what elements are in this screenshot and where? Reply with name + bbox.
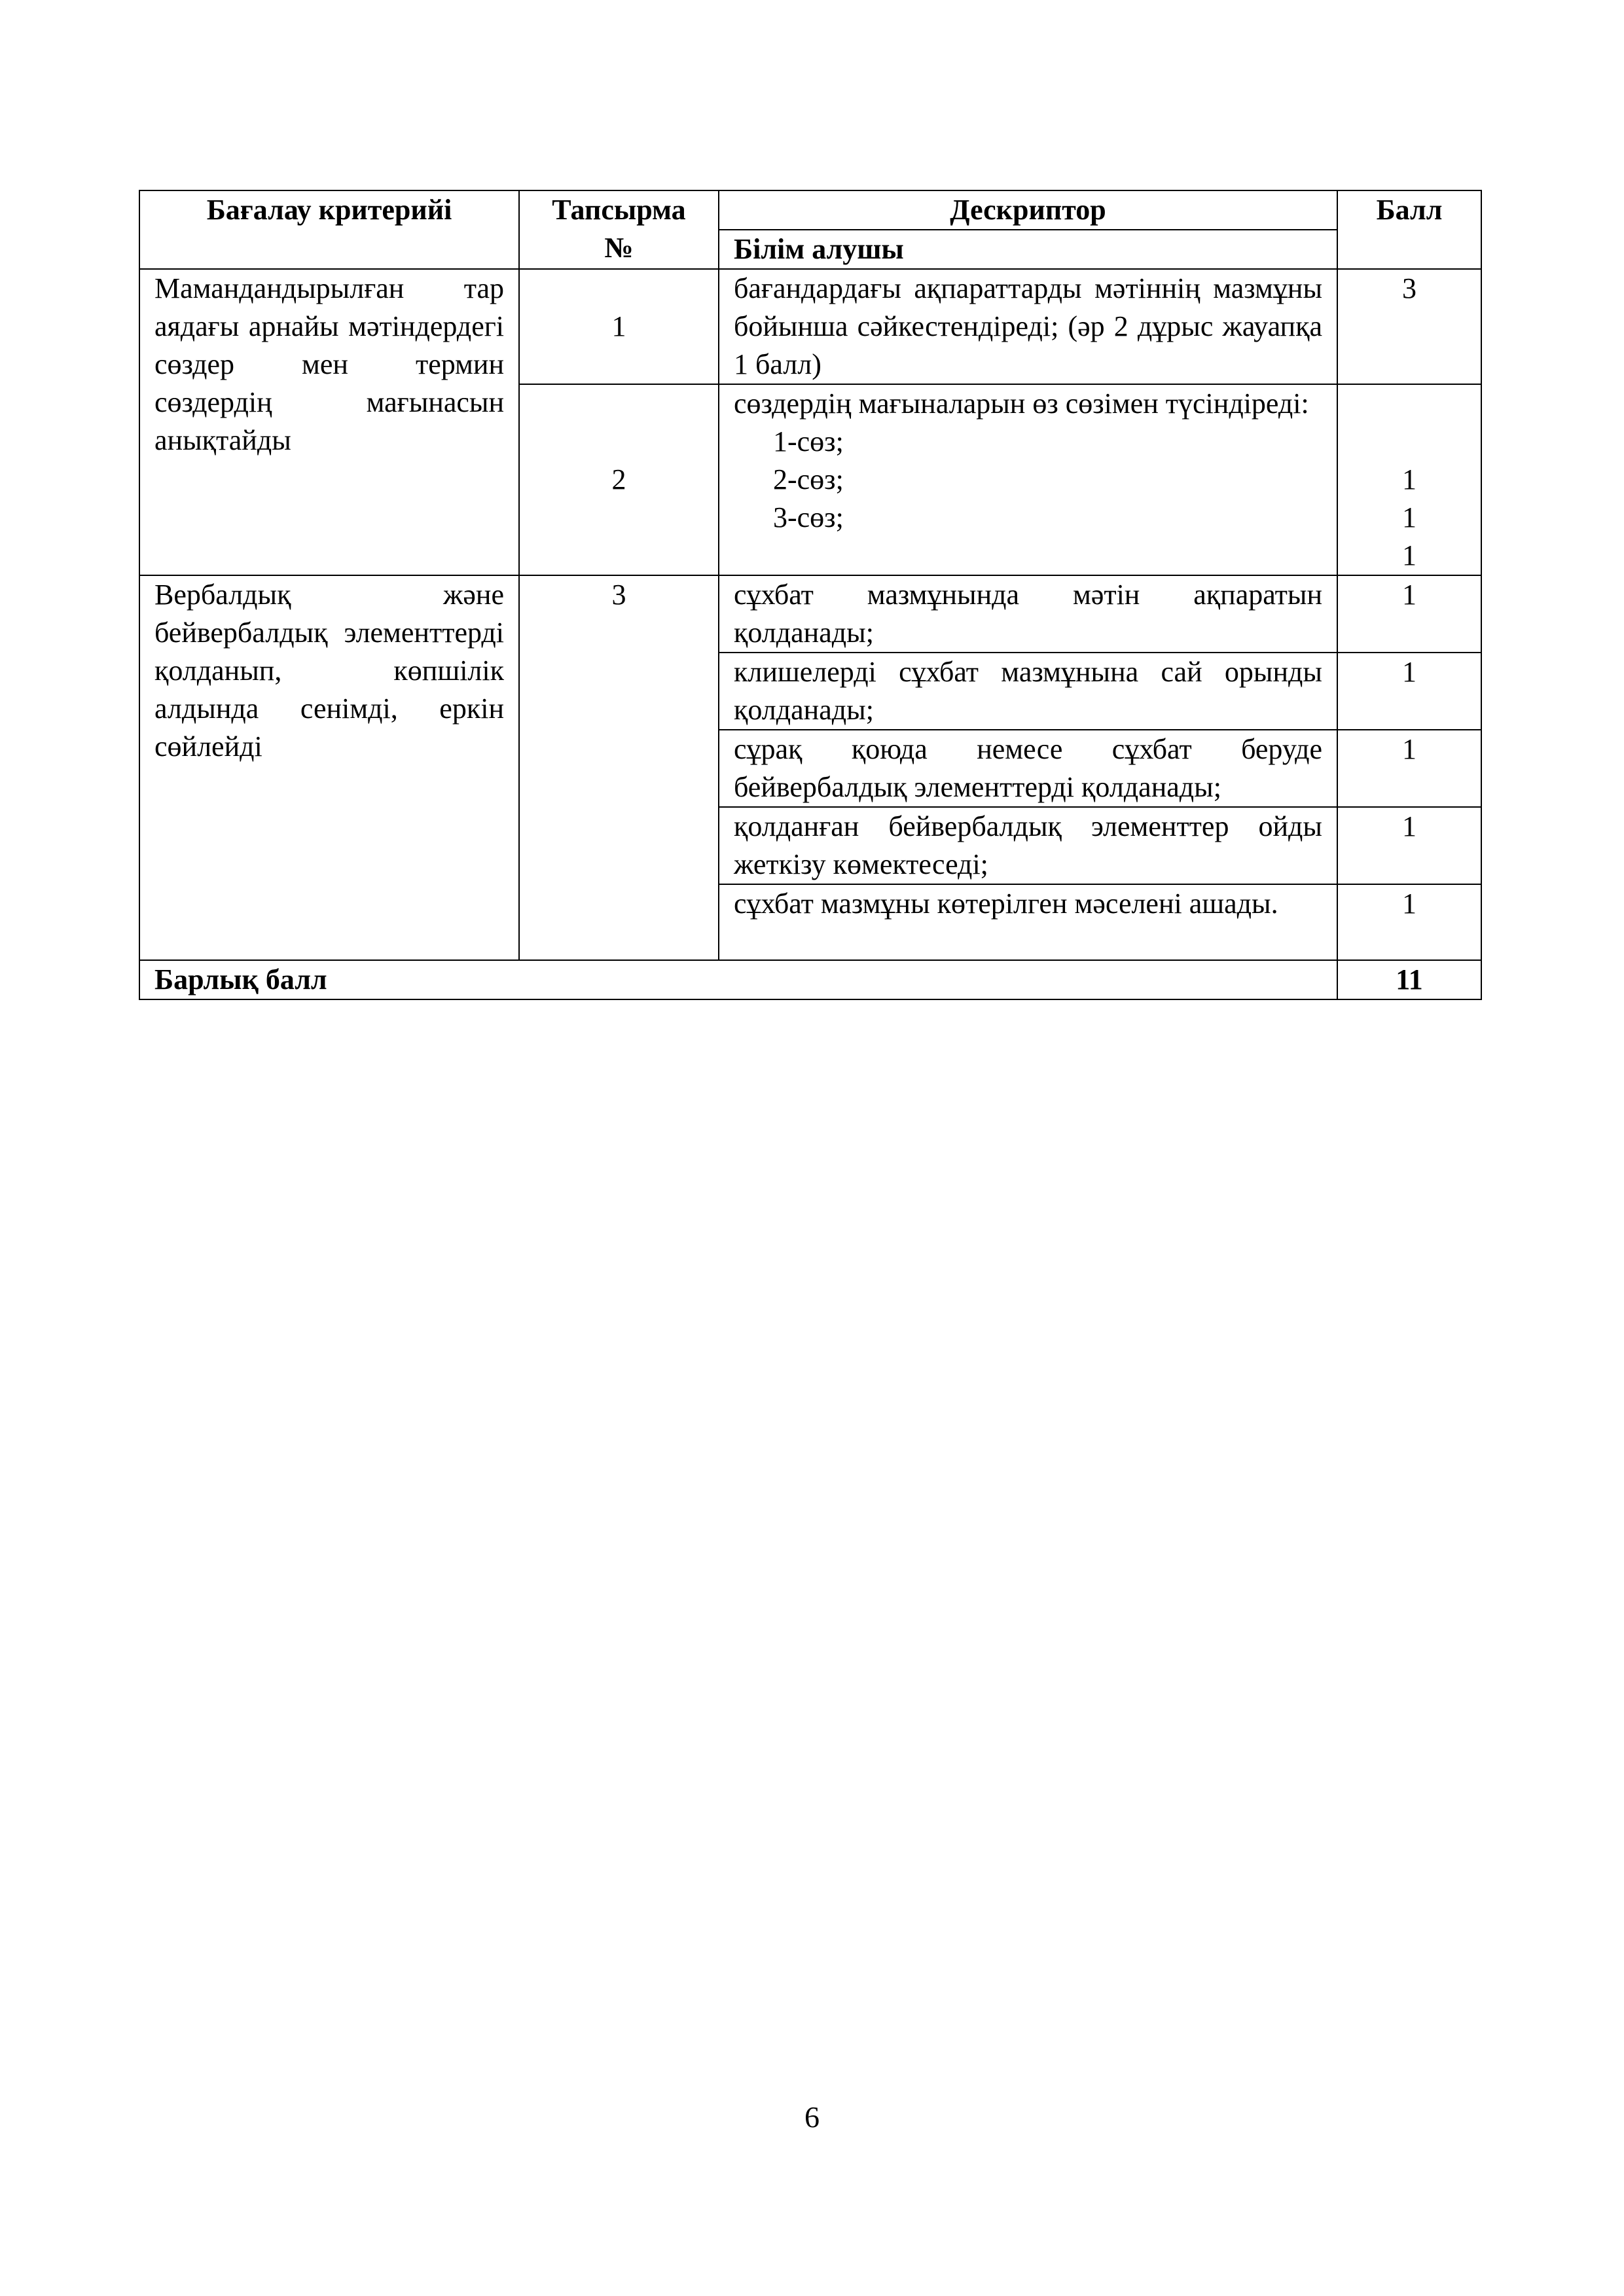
header-task-symbol: № <box>604 232 634 264</box>
descriptor-3-3: сұрақ қоюда немесе сұхбат беруде бейвербалдық элементтерді қолданады; <box>719 730 1337 807</box>
points-2-cell <box>1337 384 1481 575</box>
points-2-item-3: 1 <box>1402 539 1416 571</box>
header-criterion: Бағалау критерийі <box>139 190 519 269</box>
task-3-cell: 3 <box>519 575 719 960</box>
descriptor-3-4: қолданған бейвербалдық элементтер ойды жеткізу көмектеседі; <box>719 807 1337 884</box>
points-3-4: 1 <box>1337 807 1481 884</box>
criterion-2-cell: Вербалдық және бейвербалдық элементтерді қолданып, көпшілік алдында сенімді, еркін сөйлейді <box>139 575 519 960</box>
criterion-1-cell: Мамандандырылған тар аядағы арнайы мәтіндердегі сөздер мен термин сөздердің мағынасын анықтайды <box>139 269 519 575</box>
total-label: Барлық балл <box>139 960 1337 999</box>
descriptor-3-1: сұхбат мазмұнында мәтін ақпаратын қолданады; <box>719 575 1337 653</box>
points-3-2: 1 <box>1337 653 1481 730</box>
header-task <box>519 190 719 269</box>
descriptor-2-cell <box>719 384 1337 575</box>
points-3-3: 1 <box>1337 730 1481 807</box>
points-3-1: 1 <box>1337 575 1481 653</box>
descriptor-3-2: клишелерді сұхбат мазмұнына сай орынды қолданады; <box>719 653 1337 730</box>
task-1-cell: 1 <box>519 269 719 384</box>
descriptor-3-5: сұхбат мазмұны көтерілген мәселені ашады. <box>719 884 1337 960</box>
header-descriptor: Дескриптор <box>719 190 1337 230</box>
header-points: Балл <box>1337 190 1481 269</box>
total-value: 11 <box>1337 960 1481 999</box>
points-2-item-2: 1 <box>1402 501 1416 533</box>
points-3-5: 1 <box>1337 884 1481 960</box>
task-2-cell: 2 <box>519 384 719 575</box>
header-task-label: Тапсырма <box>552 194 686 226</box>
descriptor-1-cell: бағандардағы ақпараттарды мәтіннің мазмұны бойынша сәйкестендіреді; (әр 2 дұрыс жауапқа 1 балл) <box>719 269 1337 384</box>
header-learner: Білім алушы <box>719 230 1337 269</box>
points-2-item-1: 1 <box>1402 463 1416 495</box>
page-number: 6 <box>804 2100 820 2134</box>
descriptor-2-intro: сөздердің мағыналарын өз сөзімен түсіндіреді: <box>734 387 1309 420</box>
word-item-3: 3-сөз; <box>773 501 844 533</box>
assessment-table <box>139 190 1482 1000</box>
word-item-1: 1-сөз; <box>773 425 844 457</box>
word-item-2: 2-сөз; <box>773 463 844 495</box>
points-1-cell: 3 <box>1337 269 1481 384</box>
